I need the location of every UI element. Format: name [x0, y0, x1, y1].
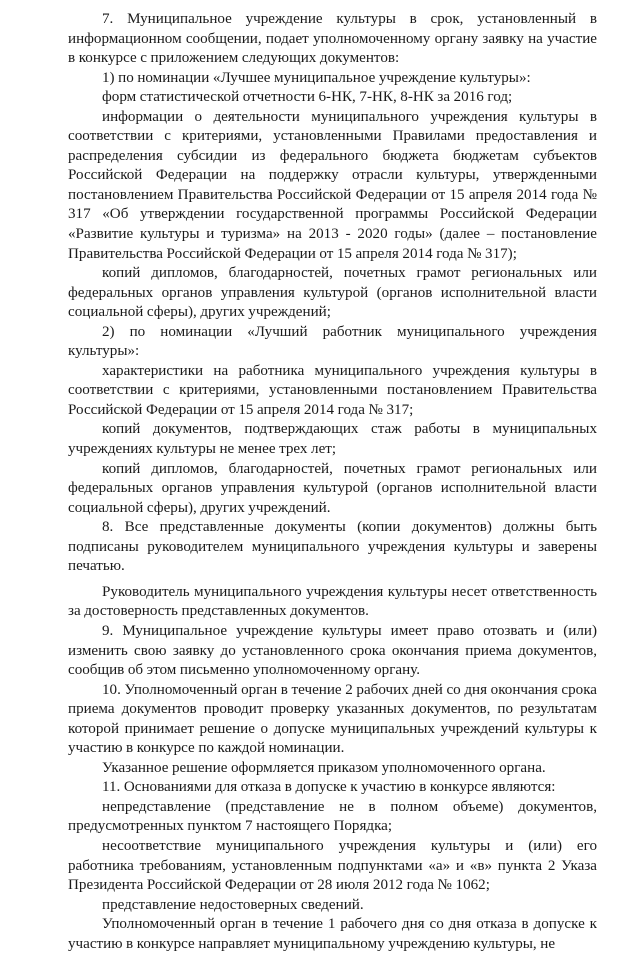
paragraph-statistics-forms: форм статистической отчетности 6-НК, 7-НК, 8-НК за 2016 год; [102, 89, 513, 106]
paragraph-decision-order: Указанное решение оформляется приказом уполномоченного органа. [102, 759, 546, 776]
paragraph-refusal-ground-2: несоответствие муниципального учреждения культуры и (или) его работника требованиям, установленным подпунктами «а» и «в» пункта 2 Указа Президента Российской Федерации от 28 июля 2012 года № 1062; [68, 837, 597, 894]
paragraph-nomination-2: 2) по номинации «Лучший работник муниципального учреждения культуры»: [68, 323, 597, 360]
paragraph-refusal-ground-3: представление недостоверных сведений. [102, 896, 364, 913]
paragraph-head-responsibility: Руководитель муниципального учреждения культуры несет ответственность за достоверность представленных документов. [68, 583, 597, 620]
paragraph-activity-information: информации о деятельности муниципального учреждения культуры в соответствии с критериями, установленными Правилами предоставления и распределения субсидии из федерального бюджета бюджетам субъектов Российской Федерации на поддержку отрасли культуры, утвержденными постановлением Правительства Российской Федерации от 15 апреля 2014 года № 317 «Об утверждении государственной программы Российской Федерации «Развитие культуры и туризма» на 2013 - 2020 годы» (далее – постановление Правительства Российской Федерации от 15 апреля 2014 года № 317); [68, 108, 597, 262]
paragraph-item-11: 11. Основаниями для отказа в допуске к участию в конкурсе являются: [102, 779, 556, 796]
paragraph-item-9: 9. Муниципальное учреждение культуры имеет право отозвать и (или) изменить свою заявку до установленного срока окончания приема документов, сообщив об этом письменно уполномоченному органу. [68, 622, 597, 679]
paragraph-nomination-1: 1) по номинации «Лучшее муниципальное учреждение культуры»: [102, 69, 531, 86]
paragraph-item-10: 10. Уполномоченный орган в течение 2 рабочих дней со дня окончания срока приема документов проводит проверку указанных документов, по результатам которой принимает решение о допуске муниципальных учреждений культуры к участию в конкурсе по каждой номинации. [68, 681, 597, 757]
paragraph-diploma-copies-2: копий дипломов, благодарностей, почетных грамот региональных или федеральных органов управления культурой (органов исполнительной власти социальной сферы), других учреждений. [68, 460, 597, 516]
paragraph-item-8: 8. Все представленные документы (копии документов) должны быть подписаны руководителем муниципального учреждения культуры и заверены печатью. [68, 519, 597, 575]
paragraph-refusal-ground-1: непредставление (представление не в полном объеме) документов, предусмотренных пунктом 7 настоящего Порядка; [68, 798, 597, 835]
paragraph-worker-characteristics: характеристики на работника муниципального учреждения культуры в соответствии с критериями, установленными постановлением Правительства Российской Федерации от 15 апреля 2014 года № 317; [68, 362, 597, 418]
paragraph-item-7-intro: 7. Муниципальное учреждение культуры в срок, установленный в информационном сообщении, подает уполномоченному органу заявку на участие в конкурсе с приложением следующих документов: [68, 11, 597, 67]
paragraph-work-experience-copies: копий документов, подтверждающих стаж работы в муниципальных учреждениях культуры не менее трех лет; [68, 421, 597, 458]
paragraph-refusal-notice: Уполномоченный орган в течение 1 рабочего дня со дня отказа в допуске к участию в конкурсе направляет муниципальному учреждению культуры, не [68, 916, 597, 952]
paragraph-diploma-copies-1: копий дипломов, благодарностей, почетных грамот региональных или федеральных органов управления культурой (органов исполнительной власти социальной сферы), других учреждений; [68, 265, 597, 321]
